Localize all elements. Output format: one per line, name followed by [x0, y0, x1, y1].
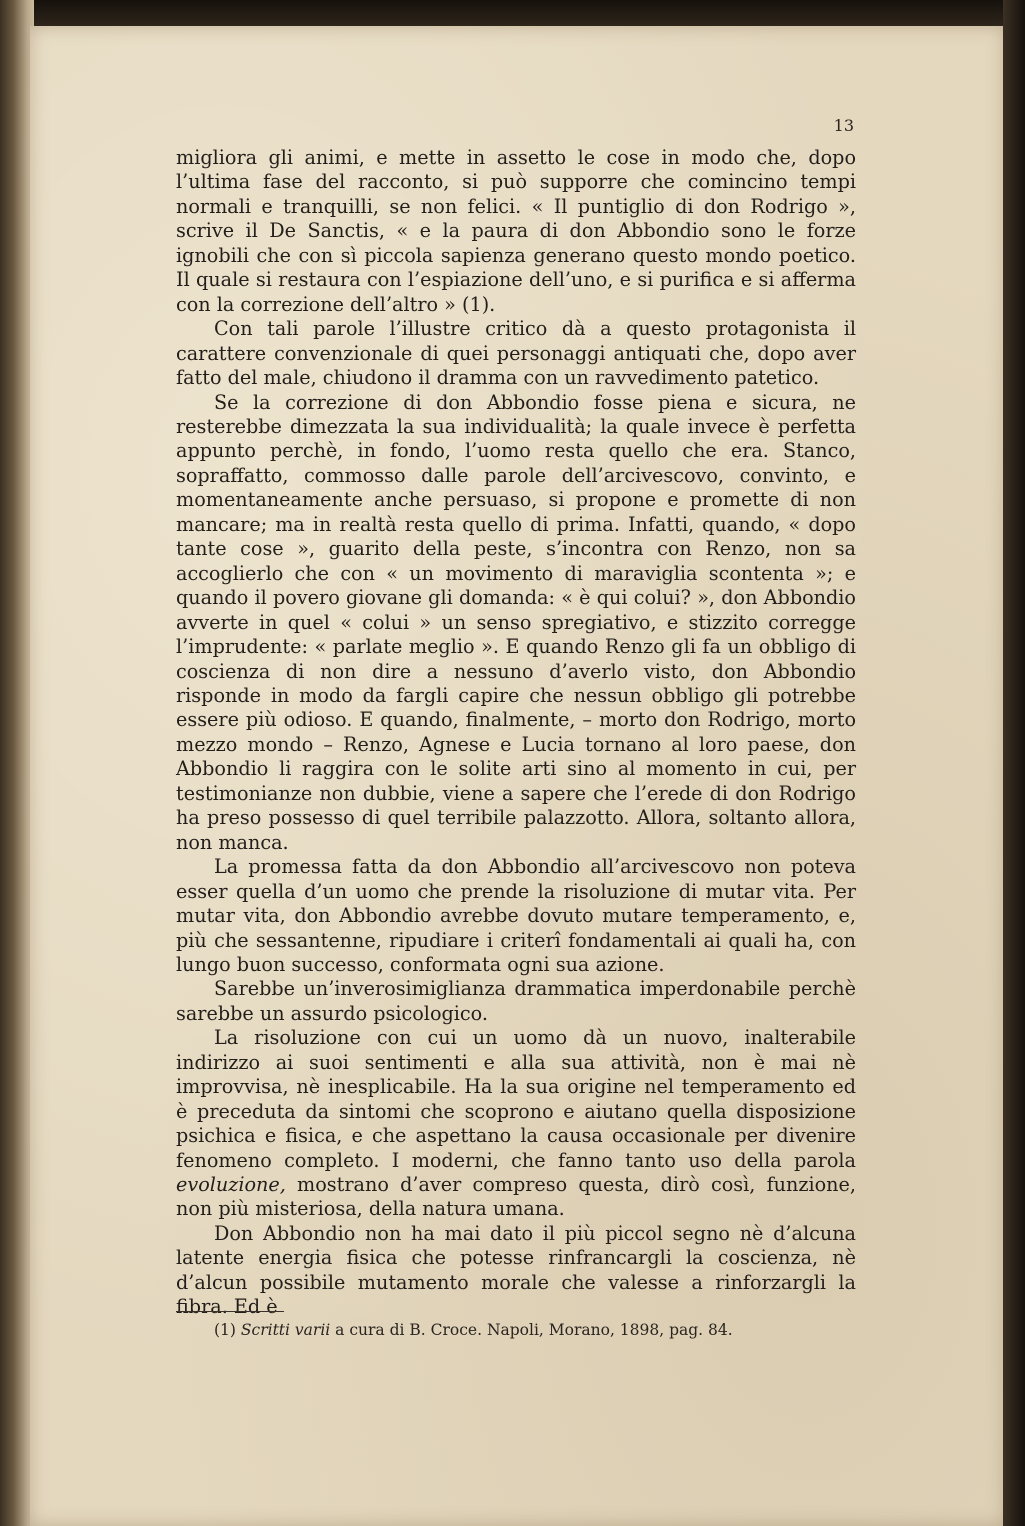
- top-edge: [0, 0, 1025, 26]
- paragraph-3: Se la correzione di don Abbondio fosse piena e sicura, ne resterebbe dimezzata la sua individualità; la quale invece è perfetta appunto perchè, in fondo, l’uomo resta quello che era. Stanco, sopraffatto, commosso dalle parole dell’arcivescovo, convinto, e momentaneamente anche persuaso, si propone e promette di non mancare; ma in realtà resta quello di prima. Infatti, quando, « dopo tante cose », guarito della peste, s’incontra con Renzo, non sa accoglierlo che con « un movimento di maraviglia scontenta »; e quando il povero giovane gli domanda: « è qui colui? », don Abbondio avverte in quel « colui » un senso spregiativo, e stizzito corregge l’imprudente: « parlate meglio ». E quando Renzo gli fa un obbligo di coscienza di non dire a nessuno d’averlo visto, don Abbondio risponde in modo da fargli capire che nessun obbligo gli potrebbe essere più odioso. E quando, finalmente, – morto don Rodrigo, morto mezzo mondo – Renzo, Agnese e Lucia tornano al loro paese, don Abbondio li raggira con le solite arti sino al momento in cui, per testimonianze non dubbie, viene a sapere che l’erede di don Rodrigo ha preso possesso di quel terribile palazzotto. Allora, soltanto allora, non manca.: [176, 390, 856, 854]
- paragraph-7: Don Abbondio non ha mai dato il più piccol segno nè d’alcuna latente energia fisica che potesse rinfrancargli la coscienza, nè d’alcun possibile mutamento morale che valesse a rinforzargli la fibra. Ed è: [176, 1221, 856, 1319]
- paragraph-2: Con tali parole l’illustre critico dà a questo protagonista il carattere convenzionale di quei personaggi antiquati che, dopo aver fatto del male, chiudono il dramma con un ravvedimento patetico.: [176, 317, 856, 390]
- right-edge: [1003, 0, 1025, 1526]
- footnote: [214, 1321, 854, 1339]
- footnote-title: Scritti varii: [240, 1321, 331, 1339]
- paragraph-1: migliora gli animi, e mette in assetto le cose in modo che, dopo l’ultima fase del racconto, si può supporre che comincino tempi normali e tranquilli, se non felici. « Il puntiglio di don Rodrigo », scrive il De Sanctis, « e la paura di don Abbondio sono le forze ignobili che con sì piccola sapienza generano questo mondo poetico. Il quale si restaura con l’espiazione dell’uno, e si purifica e si afferma con la correzione dell’altro » (1).: [176, 146, 856, 316]
- footnote-separator: [176, 1311, 284, 1312]
- paragraph-6: [176, 1026, 856, 1222]
- paragraph-6-start: La risoluzione con cui un uomo dà un nuovo, inalterabile indirizzo ai suoi sentimenti e alla sua attività, non è mai nè improvvisa, nè inesplicabile. Ha la sua origine nel temperamento ed è preceduta da sintomi che scoprono e aiutano quella disposizione psichica e fisica, e che aspettano la causa occasionale per divenire fenomeno completo. I moderni, che fanno tanto uso della parola: [176, 1026, 856, 1172]
- footnote-marker: (1): [214, 1321, 236, 1339]
- paragraph-5: Sarebbe un’inverosimiglianza drammatica imperdonabile perchè sarebbe un assurdo psicologico.: [176, 977, 856, 1025]
- footnote-rest: a cura di B. Croce. Napoli, Morano, 1898, pag. 84.: [330, 1321, 733, 1339]
- paragraph-6-italic: evoluzione,: [176, 1173, 286, 1197]
- paragraph-4: La promessa fatta da don Abbondio all’arcivescovo non poteva esser quella d’un uomo che prende la risoluzione di mutar vita. Per mutar vita, don Abbondio avrebbe dovuto mutare temperamento, e, più che sessantenne, ripudiare i criterî fondamentali ai quali ha, con lungo buon successo, conformata ogni sua azione.: [176, 855, 856, 976]
- body-text: [176, 146, 856, 1320]
- book-spine: [0, 0, 34, 1526]
- paragraph-6-end: mostrano d’aver compreso questa, dirò così, funzione, non più misteriosa, della natura umana.: [176, 1173, 856, 1221]
- page-number: 13: [833, 116, 854, 135]
